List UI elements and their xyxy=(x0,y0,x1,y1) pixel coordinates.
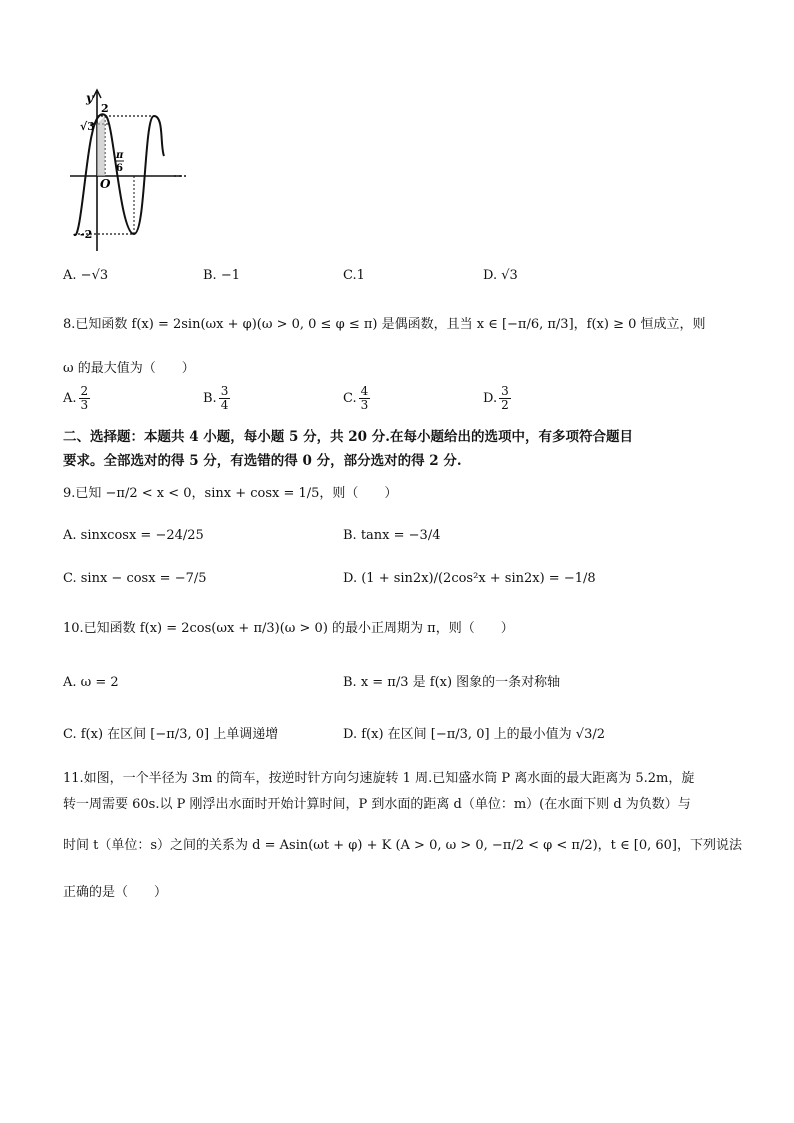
q8-interval: [−π/6, π/3] xyxy=(501,317,574,332)
y-bottom-label: -2 xyxy=(80,228,93,241)
y-root3-label: √3 xyxy=(80,120,95,133)
q10-option-c[interactable]: C. f(x) 在区间 [−π/3, 0] 上单调递增 xyxy=(63,727,279,742)
q8-option-c[interactable]: C. $\frac{4}{3}$ xyxy=(343,384,369,412)
section2-heading-line1: 二、选择题：本题共 4 小题，每小题 5 分，共 20 分.在每小题给出的选项中，有多项符合题目 xyxy=(63,429,633,445)
q8-option-d[interactable]: D. $\frac{3}{2}$ xyxy=(483,384,509,412)
q11-line2: 转一周需要 60s.以 P 刚浮出水面时开始计算时间，P 到水面的距离 d（单位：m）(在水面下则 d 为负数）与 xyxy=(63,797,691,812)
q9-option-c[interactable]: C. sinx − cosx = −7/5 xyxy=(63,571,207,586)
q11-line4: 正确的是（ ） xyxy=(63,885,168,900)
y-top-label: 2 xyxy=(101,102,109,115)
q11-line3: 时间 t（单位：s）之间的关系为 d = Asin(ωt + φ) + K (A > 0, ω > 0, −π/2 < φ < π/2)，t ∈ [0, 60]，下列说法 xyxy=(63,838,743,853)
sine-graph xyxy=(60,86,190,256)
q9-option-d[interactable]: D. (1 + sin2x)/(2cos²x + sin2x) = −1/8 xyxy=(343,571,596,586)
q8-option-a[interactable]: A. $\frac{2}{3}$ xyxy=(63,384,89,412)
q7-option-b[interactable]: B. −1 xyxy=(203,268,240,283)
q9-option-a[interactable]: A. sinxcosx = −24/25 xyxy=(63,528,204,543)
q10-option-b[interactable]: B. x = π/3 是 f(x) 图象的一条对称轴 xyxy=(343,675,561,690)
q9-option-b[interactable]: B. tanx = −3/4 xyxy=(343,528,441,543)
y-axis-label: y xyxy=(86,91,93,105)
q7-option-a[interactable]: A. −√3 xyxy=(63,268,109,283)
q10-option-d[interactable]: D. f(x) 在区间 [−π/3, 0] 上的最小值为 √3/2 xyxy=(343,727,606,742)
q9-stem: 9.已知 −π/2 < x < 0，sinx + cosx = 1/5，则（ ） xyxy=(63,486,398,501)
q11-line1: 11.如图，一个半径为 3m 的筒车，按逆时针方向匀速旋转 1 周.已知盛水筒 P 离水面的最大距离为 5.2m，旋 xyxy=(63,771,695,786)
origin-label: O xyxy=(100,177,111,191)
q8-stem-line1: 8.已知函数 f(x) = 2sin(ωx + φ)(ω > 0, 0 ≤ φ ≤ π) 是偶函数，且当 x ∈ [−π/6, π/3]，f(x) ≥ 0 恒成立，则 xyxy=(63,317,706,332)
q7-option-d[interactable]: D. √3 xyxy=(483,268,518,283)
q7-option-c[interactable]: C.1 xyxy=(343,268,365,283)
q8-stem-line2: ω 的最大值为（ ） xyxy=(63,361,195,376)
q10-option-a[interactable]: A. ω = 2 xyxy=(63,675,119,690)
six-label: 6 xyxy=(116,163,123,174)
q8-option-b[interactable]: B. $\frac{3}{4}$ xyxy=(203,384,229,412)
section2-heading-line2: 要求。全部选对的得 5 分，有选错的得 0 分，部分选对的得 2 分. xyxy=(63,453,462,469)
pi-label: π xyxy=(116,150,124,161)
q10-stem: 10.已知函数 f(x) = 2cos(ωx + π/3)(ω > 0) 的最小正周期为 π，则（ ） xyxy=(63,621,514,636)
